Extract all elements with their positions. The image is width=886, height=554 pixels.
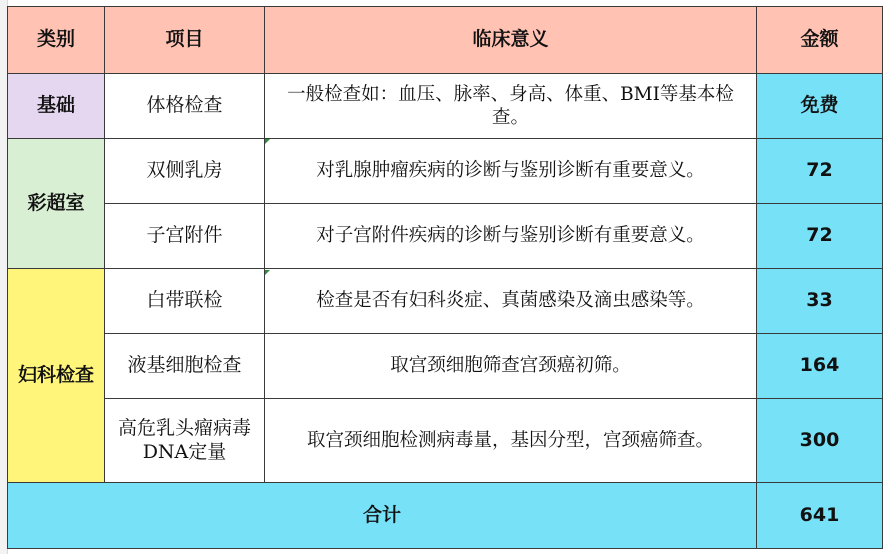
header-category[interactable]: 类别 <box>8 7 105 74</box>
item-cell[interactable]: 白带联检 <box>105 269 265 334</box>
exam-price-table <box>7 6 883 549</box>
table-row <box>8 399 883 483</box>
item-cell[interactable]: 子宫附件 <box>105 204 265 269</box>
header-meaning[interactable]: 临床意义 <box>265 7 757 74</box>
item-cell[interactable]: 双侧乳房 <box>105 139 265 204</box>
item-cell[interactable]: 体格检查 <box>105 74 265 139</box>
meaning-cell[interactable]: 检查是否有妇科炎症、真菌感染及滴虫感染等。 <box>265 269 757 334</box>
amount-cell[interactable]: 33 <box>757 269 883 334</box>
cell-comment-marker <box>265 270 270 275</box>
amount-cell[interactable]: 免费 <box>757 74 883 139</box>
item-cell[interactable]: 高危乳头瘤病毒DNA定量 <box>105 399 265 483</box>
header-item[interactable]: 项目 <box>105 7 265 74</box>
table-row <box>8 269 883 334</box>
table-header-row <box>8 7 883 74</box>
category-cell-ultrasound[interactable]: 彩超室 <box>8 139 105 269</box>
amount-cell[interactable]: 300 <box>757 399 883 483</box>
category-cell-gynecology[interactable]: 妇科检查 <box>8 269 105 483</box>
amount-cell[interactable]: 164 <box>757 334 883 399</box>
total-label-cell[interactable]: 合计 <box>8 483 757 549</box>
meaning-cell[interactable]: 对子宫附件疾病的诊断与鉴别诊断有重要意义。 <box>265 204 757 269</box>
meaning-cell[interactable]: 取宫颈细胞检测病毒量，基因分型，宫颈癌筛查。 <box>265 399 757 483</box>
category-cell-basic[interactable]: 基础 <box>8 74 105 139</box>
amount-cell[interactable]: 72 <box>757 139 883 204</box>
table-row <box>8 74 883 139</box>
meaning-cell[interactable]: 对乳腺肿瘤疾病的诊断与鉴别诊断有重要意义。 <box>265 139 757 204</box>
total-amount-cell[interactable]: 641 <box>757 483 883 549</box>
table-row <box>8 204 883 269</box>
meaning-cell[interactable]: 取宫颈细胞筛查宫颈癌初筛。 <box>265 334 757 399</box>
table-row <box>8 139 883 204</box>
meaning-cell[interactable]: 一般检查如：血压、脉率、身高、体重、BMI等基本检查。 <box>265 74 757 139</box>
item-cell[interactable]: 液基细胞检查 <box>105 334 265 399</box>
header-amount[interactable]: 金额 <box>757 7 883 74</box>
table-row <box>8 334 883 399</box>
total-row <box>8 483 883 549</box>
amount-cell[interactable]: 72 <box>757 204 883 269</box>
cell-comment-marker <box>265 139 270 144</box>
